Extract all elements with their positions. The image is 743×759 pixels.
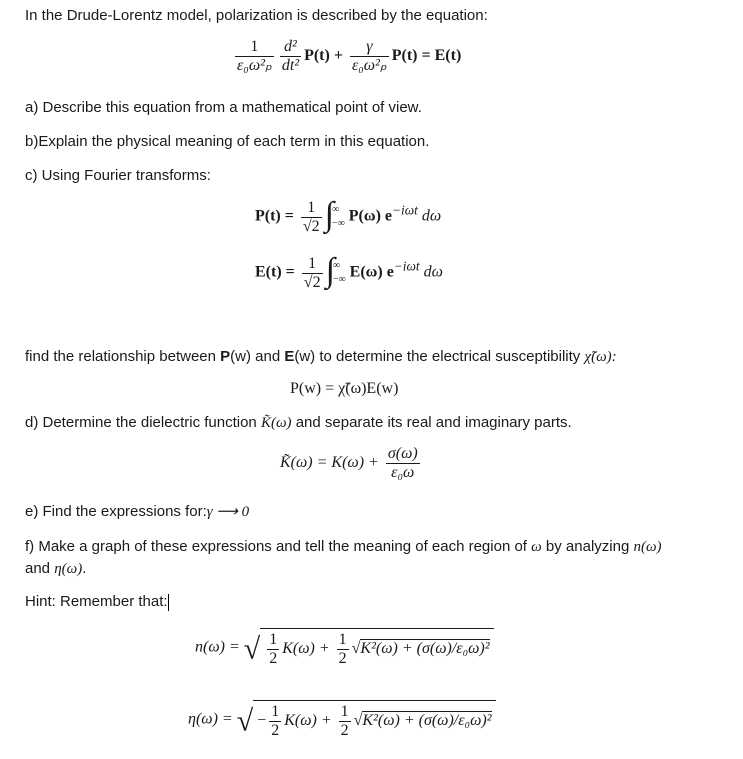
fourier-e-lhs: E(t) = (255, 263, 295, 281)
k-term: K(ω) + (284, 712, 332, 730)
fraction-1-over-sqrt2 (301, 199, 322, 236)
fraction-one-half (339, 703, 351, 740)
fraction-d2-dt2 (280, 38, 301, 75)
upper-limit: ∞ (331, 204, 340, 215)
integral-sign: ∫ (324, 196, 334, 233)
frac-den: dt² (281, 57, 300, 74)
integral-sign: ∫ (325, 252, 335, 289)
frac-num: 1 (302, 255, 323, 274)
bold-p: P (220, 348, 231, 365)
intro-text: In the Drude-Lorentz model, polarization is described by the equation: (25, 7, 488, 24)
fraction-one-half (269, 703, 281, 740)
text-segment: and separate its real and imaginary parts. (291, 414, 572, 431)
lower-limit: −∞ (331, 218, 345, 229)
upper-limit: ∞ (332, 260, 341, 271)
n-lhs: n(ω) = (195, 638, 240, 656)
text-segment: . (82, 560, 87, 577)
frac-den: √2 (303, 273, 321, 291)
frac-den: ε₀ω (391, 464, 415, 481)
radicand (253, 700, 495, 740)
bold-e: E (284, 348, 295, 365)
radicand (260, 628, 493, 668)
dielectric-equation (280, 445, 423, 482)
fraction-one-half (337, 631, 349, 668)
text-segment: (w) to determine the electrical susceptibility (294, 348, 585, 365)
text-segment: e) Find the expressions for: (25, 503, 207, 520)
fraction-sigma (386, 445, 420, 482)
differential: dω (423, 263, 443, 281)
frac-num: 1 (235, 38, 274, 57)
inner-radicand: K²(ω) + (σ(ω)/ε₀ω)² (362, 712, 492, 730)
find-relationship-text (25, 347, 617, 367)
dielectric-lhs: K̃(ω) = K(ω) + (280, 454, 379, 472)
part-e (25, 502, 249, 522)
text-cursor (168, 594, 169, 611)
n-omega-equation (195, 628, 494, 668)
drude-lorentz-equation (232, 38, 461, 75)
exponent: −iωt (393, 258, 420, 274)
fraction-one-half (267, 631, 279, 668)
frac-den: 2 (338, 650, 347, 667)
fourier-p-equation (255, 198, 441, 236)
part-f-line2 (25, 559, 86, 579)
part-f-line1 (25, 537, 662, 557)
frac-num: 1 (269, 631, 278, 648)
k-tilde-symbol: K̃(ω) (260, 415, 292, 431)
frac-num: 1 (338, 631, 347, 648)
inner-sqrt-sign: √ (351, 640, 361, 658)
relationship-equation (290, 380, 398, 398)
frac-num: d² (280, 38, 301, 57)
chi-symbol: χ̃(ω): (584, 349, 617, 365)
frac-num: 1 (301, 199, 322, 218)
omega-symbol: ω (531, 539, 542, 555)
hint-text[interactable] (25, 592, 169, 612)
frac-den: ε₀ω²ₚ (351, 57, 387, 74)
frac-den: 2 (269, 650, 278, 667)
frac-num: 1 (271, 703, 280, 720)
frac-den: ε₀ω²ₚ (237, 57, 272, 74)
minus-sign: − (257, 712, 267, 730)
text-segment: find the relationship between (25, 348, 221, 365)
term-p-of-t: P(t) + (304, 47, 343, 65)
frac-num: 1 (340, 703, 349, 720)
k-term: K(ω) + (282, 640, 330, 658)
frac-num: γ (350, 38, 389, 57)
part-c: c) Using Fourier transforms: (25, 167, 211, 184)
fourier-e-integrand: E(ω) e (349, 263, 394, 281)
frac-den: 2 (340, 722, 349, 739)
eta-lhs: η(ω) = (188, 710, 233, 728)
eta-omega-symbol: η(ω) (54, 561, 83, 577)
fourier-p-lhs: P(t) = (255, 207, 294, 225)
fraction-gamma (350, 38, 389, 75)
lower-limit: −∞ (332, 274, 346, 285)
part-a: a) Describe this equation from a mathematical point of view. (25, 99, 422, 116)
frac-den: √2 (302, 217, 320, 235)
term-p-equals-e: P(t) = E(t) (391, 47, 462, 65)
relationship-equation-text: P(w) = χ̃(ω)E(w) (290, 380, 399, 397)
sqrt-sign: √ (243, 632, 261, 666)
part-d (25, 413, 572, 433)
inner-sqrt-sign: √ (353, 712, 363, 730)
part-b: b)Explain the physical meaning of each term in this equation. (25, 133, 430, 150)
hint-label: Hint: Remember that: (25, 593, 168, 610)
n-omega-symbol: n(ω) (633, 539, 662, 555)
fourier-e-equation (255, 254, 443, 292)
frac-den: 2 (271, 722, 280, 739)
fraction-1-over-eps-wp2 (235, 38, 274, 75)
differential: dω (421, 207, 442, 225)
outer-square-root (237, 700, 496, 740)
fraction-1-over-sqrt2 (302, 255, 323, 292)
text-segment: f) Make a graph of these expressions and tell the meaning of each region of (25, 538, 532, 555)
gamma-limit: γ ⟶ 0 (206, 504, 250, 520)
fourier-p-integrand: P(ω) e (348, 207, 392, 225)
text-segment: (w) and (230, 348, 285, 365)
eta-omega-equation (188, 700, 496, 740)
exponent: −iωt (392, 202, 418, 218)
frac-num: σ(ω) (387, 445, 418, 462)
outer-square-root (244, 628, 494, 668)
sqrt-sign: √ (236, 704, 254, 738)
text-segment: by analyzing (541, 538, 634, 555)
text-segment: and (25, 560, 55, 577)
inner-radicand: K²(ω) + (σ(ω)/ε₀ω)² (360, 640, 490, 658)
text-segment: d) Determine the dielectric function (25, 414, 261, 431)
